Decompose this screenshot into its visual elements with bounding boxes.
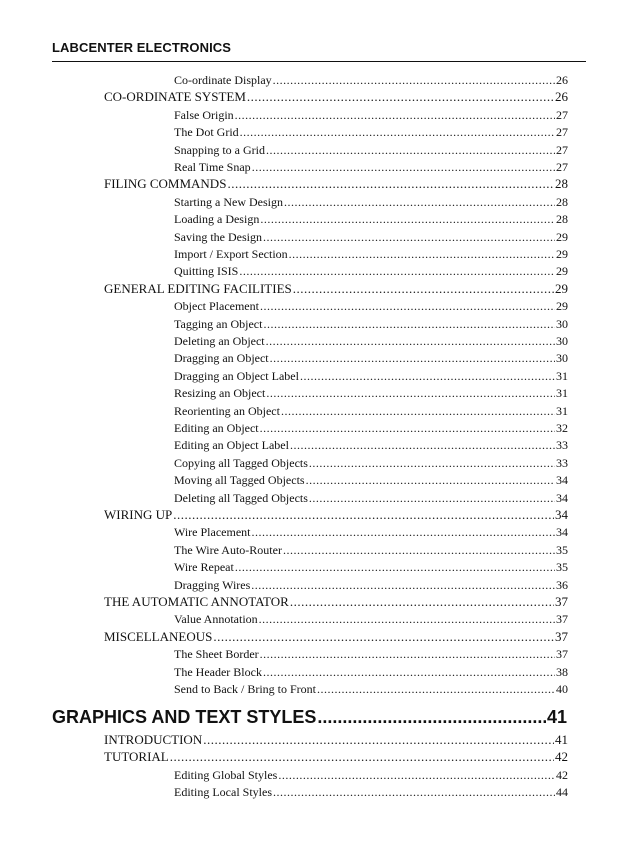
toc-entry-page-number: 34 (556, 490, 568, 505)
toc-entry-page-number: 33 (556, 438, 568, 453)
toc-entry-title: The Wire Auto-Router (174, 542, 282, 557)
toc-entry-title: False Origin (174, 107, 234, 122)
toc-dot-leader (273, 784, 555, 800)
toc-dot-leader (284, 194, 555, 210)
toc-entry-title: Object Placement (174, 299, 259, 314)
toc-entry-title: Starting a New Design (174, 194, 283, 209)
toc-entry-page-number: 26 (556, 73, 568, 87)
toc-entry-title: Wire Repeat (174, 560, 234, 575)
toc-entry-title: The Dot Grid (174, 125, 239, 140)
toc-subsection-entry[interactable] (174, 298, 568, 314)
toc-section-entry[interactable] (104, 749, 568, 765)
toc-entry-title: Quitting ISIS (174, 264, 239, 279)
toc-subsection-entry[interactable] (174, 142, 568, 158)
toc-entry-page-number: 32 (556, 421, 568, 435)
toc-entry-page-number: 27 (556, 160, 568, 174)
toc-entry-page-number: 37 (556, 647, 568, 662)
toc-entry-title: Editing Global Styles (174, 767, 278, 782)
toc-entry-title: Real Time Snap (174, 160, 251, 174)
toc-entry-page-number: 42 (555, 749, 568, 765)
toc-entry-title: The Header Block (174, 664, 262, 679)
toc-subsection-entry[interactable] (174, 559, 568, 575)
toc-entry-title: Saving the Design (174, 229, 262, 244)
toc-dot-leader (173, 507, 554, 523)
toc-entry-page-number: 30 (556, 334, 568, 348)
toc-entry-title: Dragging an Object (174, 351, 269, 366)
toc-subsection-entry[interactable] (174, 211, 568, 227)
toc-entry-title: Editing an Object Label (174, 438, 289, 453)
toc-subsection-entry[interactable] (174, 403, 568, 419)
toc-subsection-entry[interactable] (174, 72, 568, 88)
toc-subsection-entry[interactable] (174, 194, 568, 210)
toc-subsection-entry[interactable] (174, 664, 568, 680)
toc-subsection-entry[interactable] (174, 420, 568, 436)
toc-entry-title: Editing an Object (174, 421, 259, 435)
toc-entry-title: Dragging Wires (174, 577, 251, 592)
toc-entry-page-number: 28 (555, 176, 568, 192)
toc-entry-title: Resizing an Object (174, 386, 266, 401)
toc-entry-page-number: 29 (556, 299, 568, 314)
toc-dot-leader (235, 107, 555, 123)
toc-dot-leader (240, 124, 555, 140)
toc-dot-leader (259, 611, 555, 627)
toc-subsection-entry[interactable] (174, 611, 568, 627)
toc-entry-page-number: 42 (556, 767, 568, 782)
toc-dot-leader (273, 72, 555, 88)
toc-entry-title: FILING COMMANDS (104, 176, 227, 192)
toc-dot-leader (290, 437, 555, 453)
toc-entry-page-number: 26 (555, 89, 568, 105)
toc-subsection-entry[interactable] (174, 455, 568, 471)
toc-subsection-entry[interactable] (174, 542, 568, 558)
toc-dot-leader (263, 229, 555, 245)
toc-entry-page-number: 36 (556, 577, 568, 592)
toc-dot-leader (293, 281, 554, 297)
toc-entry-page-number: 30 (556, 316, 568, 331)
toc-chapter-entry[interactable] (52, 706, 567, 728)
toc-subsection-entry[interactable] (174, 159, 568, 175)
toc-entry-page-number: 27 (556, 107, 568, 122)
toc-entry-page-number: 30 (556, 351, 568, 366)
toc-entry-title: MISCELLANEOUS (104, 628, 213, 644)
toc-entry-title: Tagging an Object (174, 316, 263, 331)
toc-entry-page-number: 41 (546, 707, 567, 728)
toc-section-entry[interactable] (104, 176, 568, 192)
toc-entry-page-number: 31 (556, 368, 568, 383)
toc-entry-title: Import / Export Section (174, 247, 288, 261)
toc-entry-page-number: 28 (556, 212, 568, 227)
toc-dot-leader (251, 524, 555, 540)
toc-subsection-entry[interactable] (174, 263, 568, 279)
toc-entry-page-number: 38 (556, 664, 568, 679)
header-rule (52, 61, 586, 62)
toc-entry-page-number: 31 (556, 386, 568, 401)
toc-dot-leader (239, 263, 555, 279)
toc-entry-title: Value Annotation (174, 612, 258, 627)
toc-entry-title: Copying all Tagged Objects (174, 455, 308, 470)
toc-entry-title: The Sheet Border (174, 647, 259, 662)
toc-entry-title: Loading a Design (174, 212, 260, 227)
toc-entry-title: Deleting an Object (174, 334, 265, 348)
toc-entry-page-number: 35 (556, 542, 568, 557)
toc-dot-leader (290, 594, 554, 610)
toc-subsection-entry[interactable] (174, 124, 568, 140)
toc-dot-leader (281, 403, 555, 419)
toc-entry-title: CO-ORDINATE SYSTEM (104, 89, 246, 105)
toc-entry-title: THE AUTOMATIC ANNOTATOR (104, 594, 289, 609)
toc-subsection-entry[interactable] (174, 368, 568, 384)
toc-section-entry[interactable] (104, 89, 568, 105)
toc-entry-title: Moving all Tagged Objects (174, 473, 305, 488)
toc-entry-page-number: 37 (555, 628, 568, 644)
toc-dot-leader (251, 577, 555, 593)
toc-section-entry[interactable] (104, 507, 568, 523)
toc-dot-leader (300, 368, 555, 384)
toc-subsection-entry[interactable] (174, 246, 568, 262)
toc-entry-page-number: 37 (556, 612, 568, 627)
toc-entry-page-number: 28 (556, 194, 568, 209)
toc-dot-leader (247, 89, 554, 105)
toc-subsection-entry[interactable] (174, 385, 568, 401)
toc-section-entry[interactable] (104, 281, 568, 297)
toc-entry-page-number: 33 (556, 455, 568, 470)
toc-dot-leader (309, 455, 555, 471)
toc-section-entry[interactable] (104, 594, 568, 610)
toc-entry-page-number: 29 (556, 247, 568, 261)
toc-entry-title: TUTORIAL (104, 749, 169, 765)
toc-subsection-entry[interactable] (174, 784, 568, 800)
toc-dot-leader (235, 559, 555, 575)
toc-dot-leader (283, 542, 555, 558)
toc-dot-leader (203, 732, 554, 748)
toc-entry-page-number: 27 (556, 125, 568, 140)
toc-dot-leader (317, 681, 555, 697)
toc-section-entry[interactable] (104, 629, 568, 645)
toc-subsection-entry[interactable] (174, 350, 568, 366)
running-header: LABCENTER ELECTRONICS (52, 40, 232, 55)
toc-subsection-entry[interactable] (174, 437, 568, 453)
toc-entry-title: INTRODUCTION (104, 731, 203, 747)
toc-subsection-entry[interactable] (174, 472, 568, 488)
toc-dot-leader (263, 664, 555, 680)
toc-dot-leader (263, 316, 555, 332)
toc-entry-title: Wire Placement (174, 525, 251, 540)
toc-dot-leader (317, 706, 546, 728)
toc-dot-leader (213, 629, 554, 645)
toc-entry-title: Reorienting an Object (174, 403, 280, 418)
toc-entry-page-number: 40 (556, 682, 568, 696)
toc-entry-page-number: 44 (556, 785, 568, 799)
toc-entry-page-number: 29 (556, 229, 568, 244)
toc-subsection-entry[interactable] (174, 229, 568, 245)
toc-entry-page-number: 31 (556, 403, 568, 418)
toc-entry-title: Co-ordinate Display (174, 73, 272, 87)
toc-entry-page-number: 29 (555, 280, 568, 296)
toc-dot-leader (278, 767, 555, 783)
toc-entry-page-number: 29 (556, 264, 568, 279)
toc-dot-leader (266, 142, 555, 158)
toc-entry-page-number: 35 (556, 560, 568, 575)
toc-entry-title: GENERAL EDITING FACILITIES (104, 280, 292, 296)
toc-subsection-entry[interactable] (174, 107, 568, 123)
toc-entry-title: WIRING UP (104, 507, 173, 522)
toc-entry-title: Dragging an Object Label (174, 368, 299, 383)
toc-dot-leader (252, 159, 555, 175)
toc-subsection-entry[interactable] (174, 524, 568, 540)
toc-subsection-entry[interactable] (174, 767, 568, 783)
toc-entry-title: Send to Back / Bring to Front (174, 682, 316, 696)
toc-entry-page-number: 37 (555, 594, 568, 609)
toc-dot-leader (260, 420, 555, 436)
toc-entry-title: Deleting all Tagged Objects (174, 490, 308, 505)
toc-subsection-entry[interactable] (174, 333, 568, 349)
toc-entry-page-number: 41 (555, 731, 568, 747)
toc-dot-leader (170, 749, 554, 765)
toc-entry-page-number: 27 (556, 142, 568, 157)
toc-dot-leader (266, 333, 555, 349)
toc-dot-leader (260, 298, 555, 314)
toc-dot-leader (260, 211, 555, 227)
toc-section-entry[interactable] (104, 732, 568, 748)
toc-dot-leader (306, 472, 555, 488)
toc-dot-leader (289, 246, 555, 262)
toc-entry-page-number: 34 (556, 525, 568, 540)
toc-dot-leader (260, 646, 555, 662)
toc-subsection-entry[interactable] (174, 646, 568, 662)
toc-subsection-entry[interactable] (174, 316, 568, 332)
toc-entry-title: Snapping to a Grid (174, 142, 265, 157)
toc-dot-leader (227, 176, 554, 192)
toc-entry-title: Editing Local Styles (174, 785, 272, 799)
toc-subsection-entry[interactable] (174, 490, 568, 506)
toc-dot-leader (309, 490, 555, 506)
toc-entry-page-number: 34 (555, 507, 568, 522)
toc-entry-page-number: 34 (556, 473, 568, 488)
toc-entry-title: GRAPHICS AND TEXT STYLES (52, 707, 317, 728)
toc-subsection-entry[interactable] (174, 681, 568, 697)
toc-dot-leader (266, 385, 555, 401)
toc-subsection-entry[interactable] (174, 577, 568, 593)
toc-dot-leader (270, 350, 555, 366)
